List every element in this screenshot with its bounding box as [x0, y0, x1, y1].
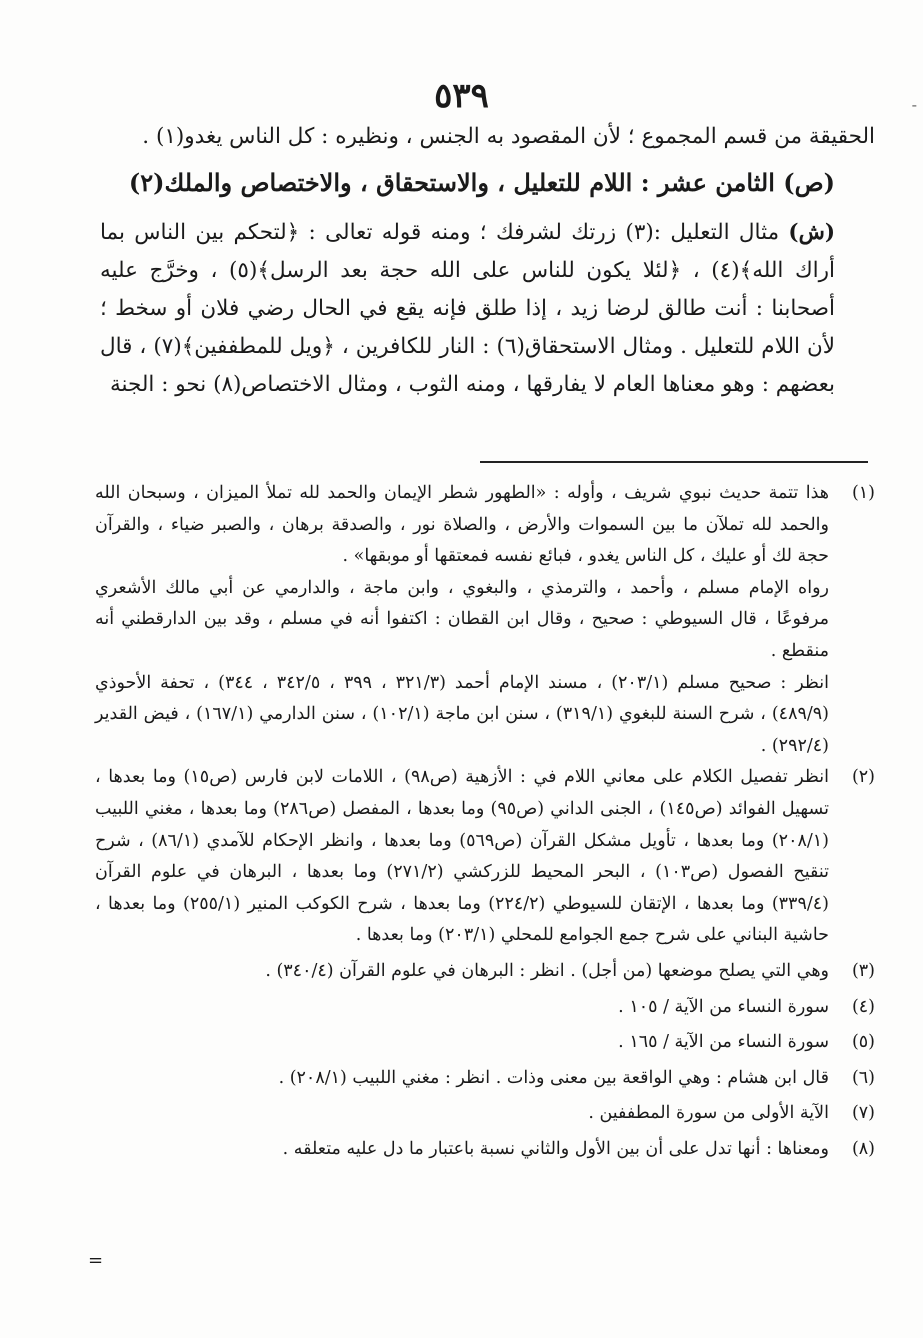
commentary-text: مثال التعليل :(٣) زرتك لشرفك ؛ ومنه قوله تعالى : ﴿لتحكم بين الناس بما أراك الله﴾(٤) ، ﴿لئلا يكون للناس على الله حجة بعد الرسل﴾(٥) ، وخرَّج عليه أصحابنا : أنت طالق لرضا زيد ، إذا طلق فإنه يقع في الحال رضي فلان أو سخط ؛ لأن اللام للتعليل . ومثال الاستحقاق(٦) : النار للكافرين ، ﴿ويل للمطففين﴾(٧) ، قال بعضهم : وهو معناها العام لا يفارقها ، ومنه الثوب ، ومثال الاختصاص(٨) نحو : الجنة [100, 220, 835, 397]
footnote-body [95, 1063, 829, 1095]
footnote-5 [95, 1027, 875, 1059]
continuation-line: الحقيقة من قسم المجموع ؛ لأن المقصود به الجنس ، ونظيره : كل الناس يغدو(١) . [142, 124, 875, 149]
commentary-paragraph [100, 214, 875, 404]
footnote-body [95, 1134, 829, 1166]
footnote-number: (٤) [851, 996, 875, 1017]
footnote-paragraph: وهي التي يصلح موضعها (من أجل) . انظر : البرهان في علوم القرآن (٣٤٠/٤) . [265, 960, 829, 981]
footnote-paragraph: سورة النساء من الآية / ١٦٥ . [618, 1032, 829, 1053]
section-heading: (ص) الثامن عشر : اللام للتعليل ، والاستحقاق ، والاختصاص والملك(٢) [128, 168, 835, 197]
footnote-number: (٢) [851, 767, 875, 788]
footnote-number: (١) [851, 483, 875, 503]
footnote-number: (٨) [851, 1138, 875, 1159]
footnote-paragraph: ومعناها : أنها تدل على أن بين الأول والثاني نسبة باعتبار ما دل عليه متعلقه . [282, 1138, 829, 1159]
footnote-paragraph: رواه الإمام مسلم ، وأحمد ، والترمذي ، والبغوي ، وابن ماجة ، والدارمي عن أبي مالك الأشعري مرفوعًا ، قال السيوطي : صحيح ، وقال ابن القطان : اكتفوا أنه في مسلم ، وقد بين الدارقطني أنه منقطع . [95, 577, 829, 661]
footnote-body [95, 992, 829, 1024]
footnote-divider [480, 461, 868, 463]
footnote-body [95, 762, 829, 952]
page-number: ٥٣٩ [434, 76, 489, 116]
footnotes [95, 478, 875, 1165]
footnote-7 [95, 1098, 875, 1130]
footnote-number: (٧) [851, 1103, 875, 1124]
footnote-paragraph: سورة النساء من الآية / ١٠٥ . [618, 996, 829, 1017]
footnote-body [95, 1098, 829, 1130]
footnote-6 [95, 1063, 875, 1095]
main-text [100, 118, 875, 404]
footnote-3 [95, 956, 875, 988]
footnote-paragraph: انظر : صحيح مسلم (٢٠٣/١) ، مسند الإمام أحمد (٣٢١/٣ ، ٣٩٩ ، ٣٤٢/٥ ، ٣٤٤) ، تحفة الأحوذي (٤٨٩/٩) ، شرح السنة للبغوي (٣١٩/١) ، سنن ابن ماجة (١٠٢/١) ، سنن الدارمي (١٦٧/١) ، فيض القدير (٢٩٢/٤) . [95, 672, 829, 756]
corner-mark: - [911, 95, 917, 114]
footnote-number: (٦) [851, 1067, 875, 1088]
footnote-1 [95, 478, 875, 762]
footnote-paragraph: هذا تتمة حديث نبوي شريف ، وأوله : «الطهور شطر الإيمان والحمد لله تملأ الميزان ، وسبحان الله والحمد لله تملآن ما بين السموات والأرض ، والصلاة نور ، والصدقة برهان ، والصبر ضياء ، والقرآن حجة لك أو عليك ، كل الناس يغدو ، فبائع نفسه فمعتقها أو موبقها» . [95, 483, 829, 567]
footnote-number: (٥) [851, 1032, 875, 1053]
footnote-2 [95, 762, 875, 952]
footnote-4 [95, 992, 875, 1024]
footnote-paragraph: انظر تفصيل الكلام على معاني اللام في : الأزهية (ص٩٨) ، اللامات لابن فارس (ص١٥) وما بعدها ، تسهيل الفوائد (ص١٤٥) ، الجنى الداني (ص٩٥) وما بعدها ، المفصل (ص٢٨٦) وما بعدها ، مغني اللبيب (٢٠٨/١) وما بعدها ، تأويل مشكل القرآن (ص٥٦٩) وما بعدها ، وانظر الإحكام للآمدي (٨٦/١) ، شرح تنقيح الفصول (ص١٠٣) ، البحر المحيط للزركشي (٢٧١/٢) وما بعدها ، البرهان في علوم القرآن (٣٣٩/٤) وما بعدها ، الإتقان للسيوطي (٢٢٤/٢) وما بعدها ، شرح الكوكب المنير (٢٥٥/١) وما بعدها ، حاشية البناني على شرح جمع الجوامع للمحلي (٢٠٣/١) وما بعدها . [95, 767, 829, 946]
footnote-body [95, 956, 829, 988]
commentary-label: (ش) [788, 220, 836, 245]
margin-mark: = [88, 1250, 104, 1271]
footnote-8 [95, 1134, 875, 1166]
footnote-paragraph: الآية الأولى من سورة المطففين . [588, 1103, 829, 1124]
footnote-body [95, 1027, 829, 1059]
footnote-body [95, 478, 829, 762]
footnote-number: (٣) [851, 960, 875, 981]
footnote-paragraph: قال ابن هشام : وهي الواقعة بين معنى وذات . انظر : مغني اللبيب (٢٠٨/١) . [278, 1067, 829, 1088]
